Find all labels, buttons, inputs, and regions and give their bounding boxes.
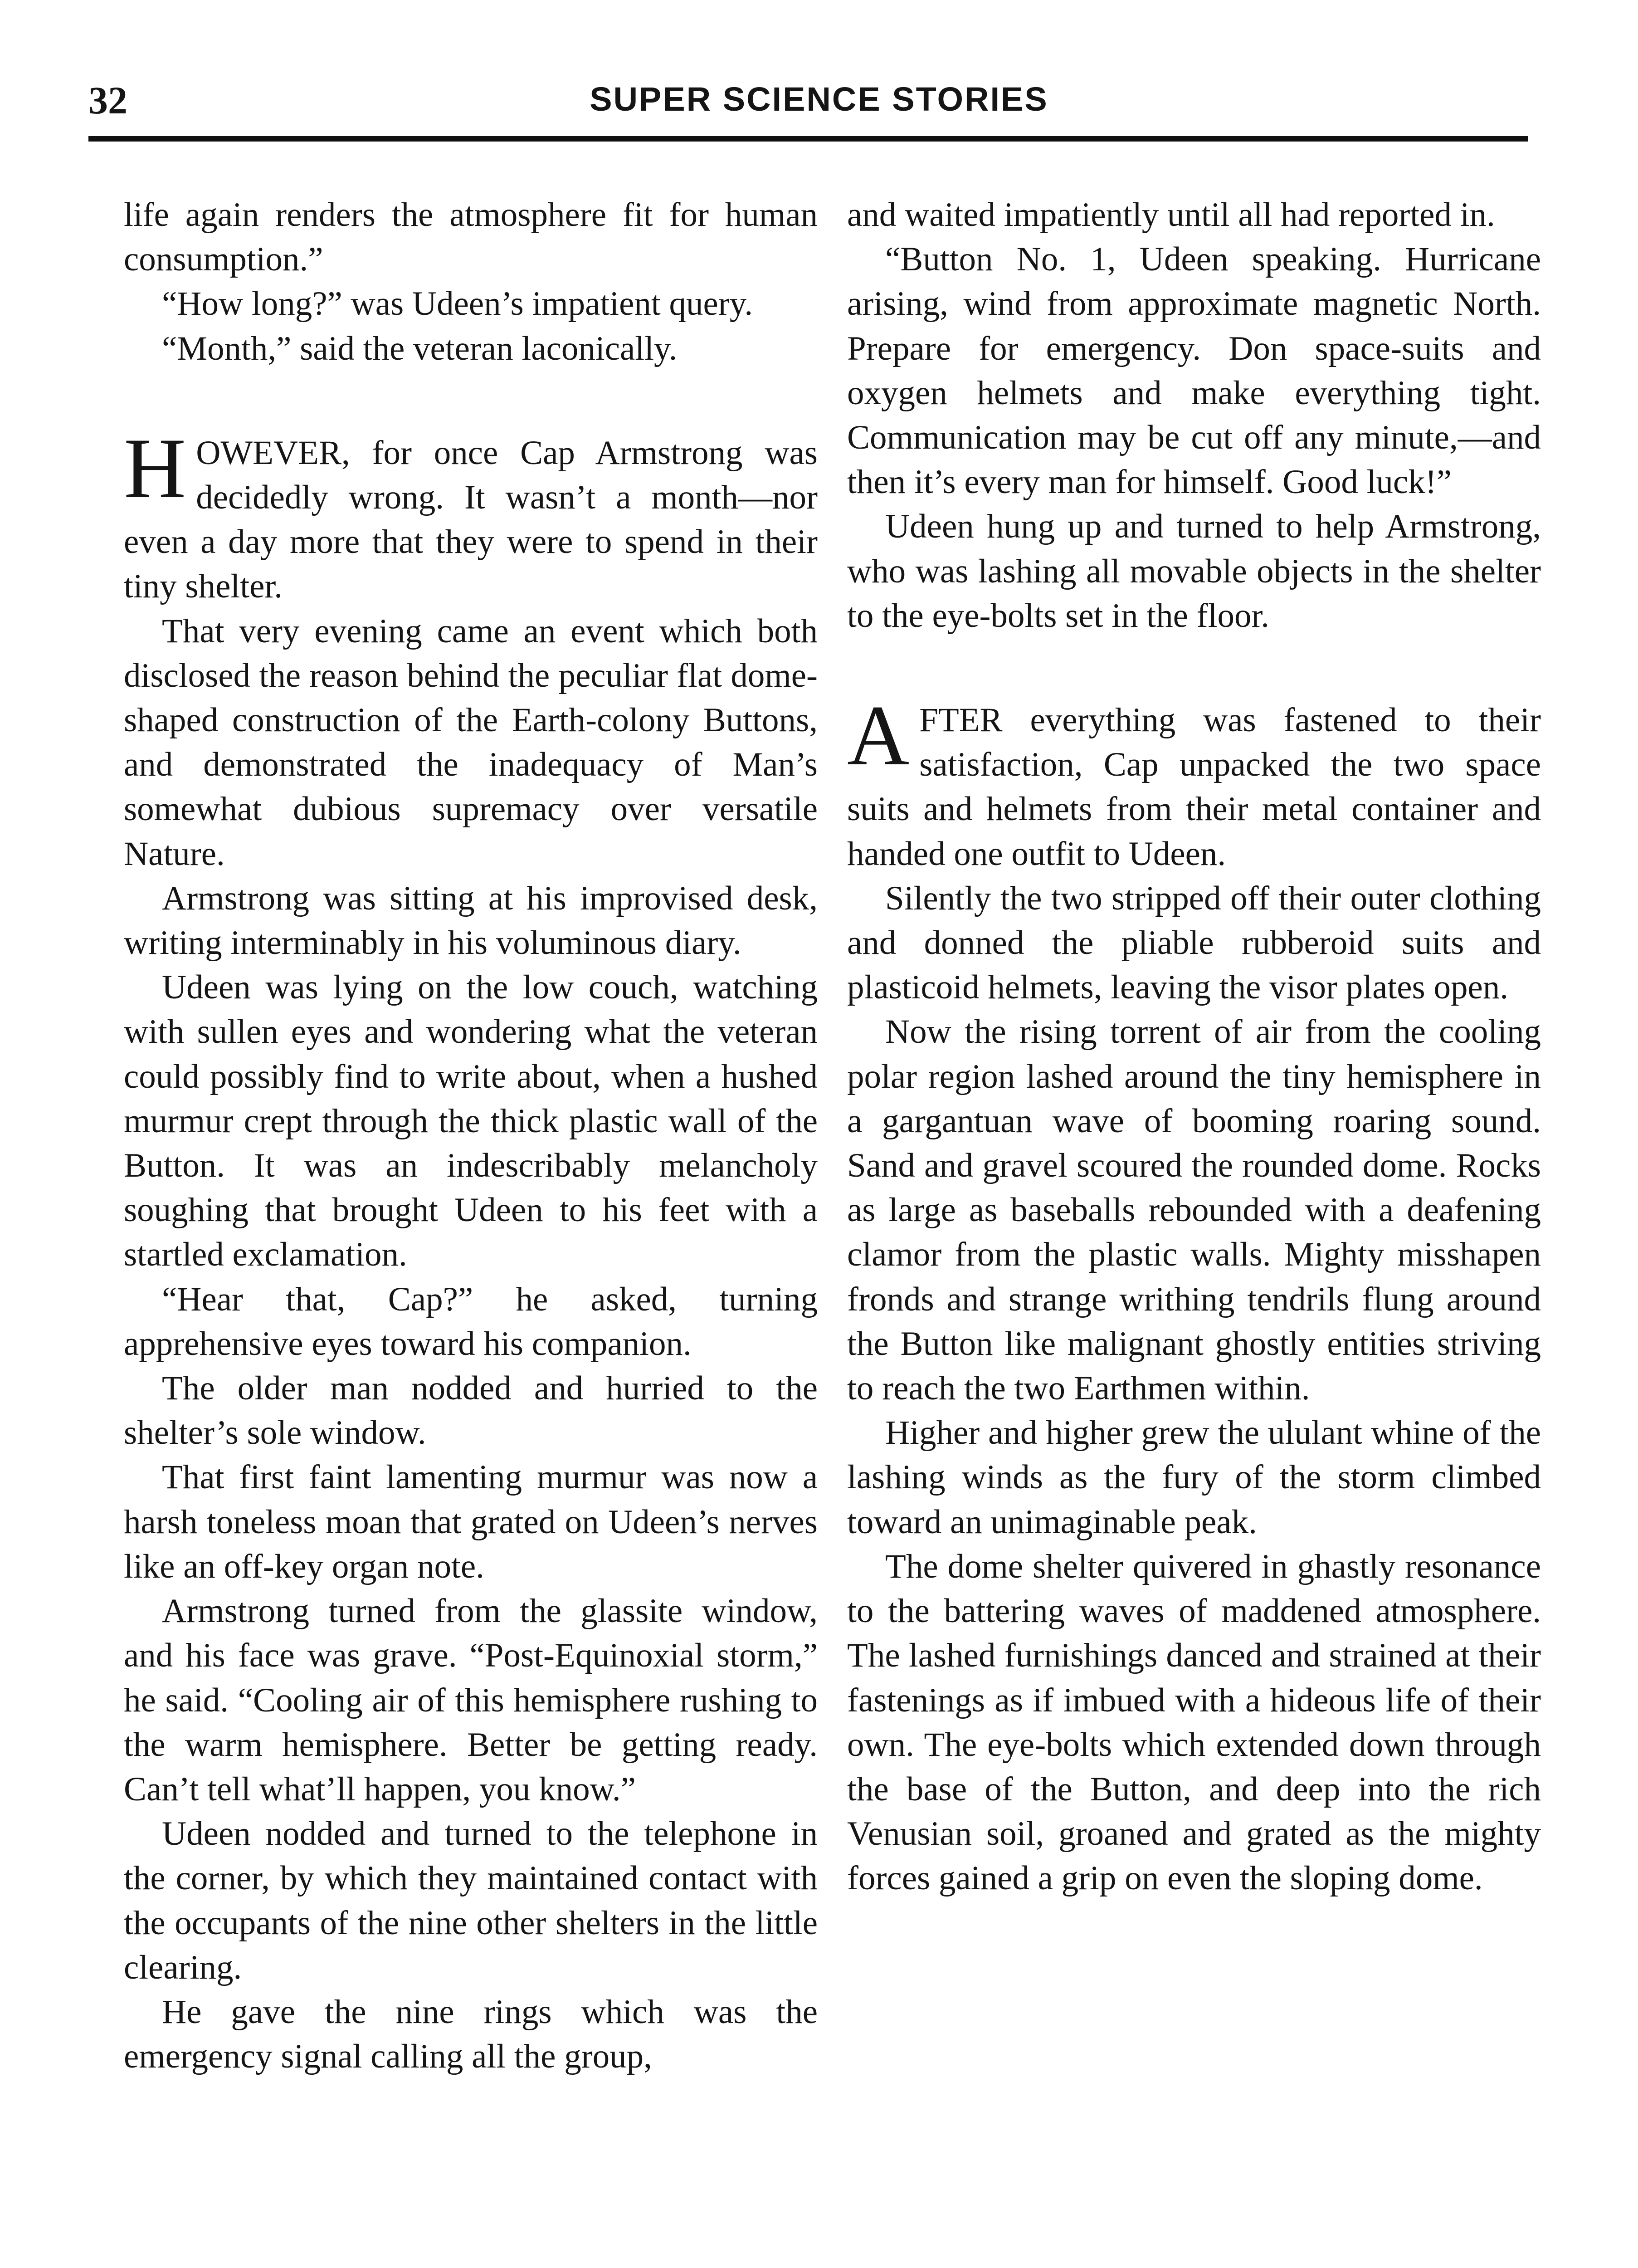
paragraph: Armstrong was sitting at his improvised desk, writing interminably in his voluminous diary.: [124, 879, 818, 962]
section-opening-paragraph: [847, 688, 1541, 876]
drop-cap: H: [124, 420, 186, 516]
paragraph: The older man nodded and hurried to the shelter’s sole window.: [124, 1369, 818, 1452]
page-number: 32: [88, 78, 127, 122]
drop-cap: A: [847, 688, 910, 784]
paragraph: That very evening came an event which both disclosed the reason behind the peculiar flat dome-shaped construction of the Earth-colony Buttons, and demonstrated the inadequacy of Man’s somewhat dubious supremacy over versatile Nature.: [124, 612, 818, 873]
paragraph: life again renders the atmosphere fit for human consumption.”: [124, 196, 818, 279]
right-column: [847, 193, 1541, 1901]
paragraph: Now the rising torrent of air from the cooling polar region lashed around the tiny hemisphere in a gargantuan wave of booming roaring sound. Sand and gravel scoured the rounded dome. Rocks as large as baseballs rebounded with a deafening clamor from the plastic walls. Mighty misshapen fronds and strange writhing tendrils flung around the Button like malignant ghostly entities striving to reach the two Earthmen within.: [847, 1013, 1541, 1408]
paragraph: Udeen was lying on the low couch, watching with sullen eyes and wondering what the veteran could possibly find to write about, when a hushed murmur crept through the thick plastic wall of the Button. It was an indescribably melancholy soughing that brought Udeen to his feet with a startled exclamation.: [124, 968, 818, 1274]
header-rule: [88, 136, 1528, 142]
paragraph: “Month,” said the veteran laconically.: [162, 329, 678, 367]
paragraph: Udeen nodded and turned to the telephone in the corner, by which they maintained contact with the occupants of the nine other shelters in the little clearing.: [124, 1815, 818, 1986]
paragraph-text: FTER everything was fastened to their satisfaction, Cap unpacked the two space suits and helmets from their metal container and handed one outfit to Udeen.: [847, 701, 1541, 873]
paragraph: and waited impatiently until all had reported in.: [847, 196, 1495, 234]
left-column: [124, 193, 818, 2079]
paragraph: “How long?” was Udeen’s impatient query.: [162, 285, 753, 323]
paragraph-text: OWEVER, for once Cap Armstrong was decidedly wrong. It wasn’t a month—nor even a day more that they were to spend in their tiny shelter.: [124, 434, 818, 606]
paragraph: Higher and higher grew the ululant whine of the lashing winds as the fury of the storm climbed toward an unimaginable peak.: [847, 1414, 1541, 1541]
paragraph: “Hear that, Cap?” he asked, turning apprehensive eyes toward his companion.: [124, 1280, 818, 1363]
paragraph: He gave the nine rings which was the emergency signal calling all the group,: [124, 1993, 818, 2076]
section-opening-paragraph: [124, 420, 818, 609]
running-title: SUPER SCIENCE STORIES: [590, 80, 1048, 118]
paragraph: “Button No. 1, Udeen speaking. Hurricane arising, wind from approximate magnetic North. Prepare for emergency. Don space-suits and oxygen helmets and make everything tight. Communication may be cut off any minute,—and then it’s every man for himself. Good luck!”: [847, 240, 1541, 501]
page-header: [0, 0, 1638, 150]
paragraph: The dome shelter quivered in ghastly resonance to the battering waves of maddened atmosphere. The lashed furnishings danced and strained at their fastenings as if imbued with a hideous life of their own. The eye-bolts which extended down through the base of the Button, and deep into the rich Venusian soil, groaned and grated as the mighty forces gained a grip on even the sloping dome.: [847, 1547, 1541, 1897]
paragraph: Armstrong turned from the glassite window, and his face was grave. “Post-Equinoxial storm,” he said. “Cooling air of this hemisphere rushing to the warm hemisphere. Better be getting ready. Can’t tell what’ll happen, you know.”: [124, 1592, 818, 1808]
paragraph: Silently the two stripped off their outer clothing and donned the pliable rubberoid suits and plasticoid helmets, leaving the visor plates open.: [847, 879, 1541, 1007]
paragraph: Udeen hung up and turned to help Armstrong, who was lashing all movable objects in the shelter to the eye-bolts set in the floor.: [847, 508, 1541, 635]
paragraph: That first faint lamenting murmur was now a harsh toneless moan that grated on Udeen’s nerves like an off-key organ note.: [124, 1458, 818, 1585]
